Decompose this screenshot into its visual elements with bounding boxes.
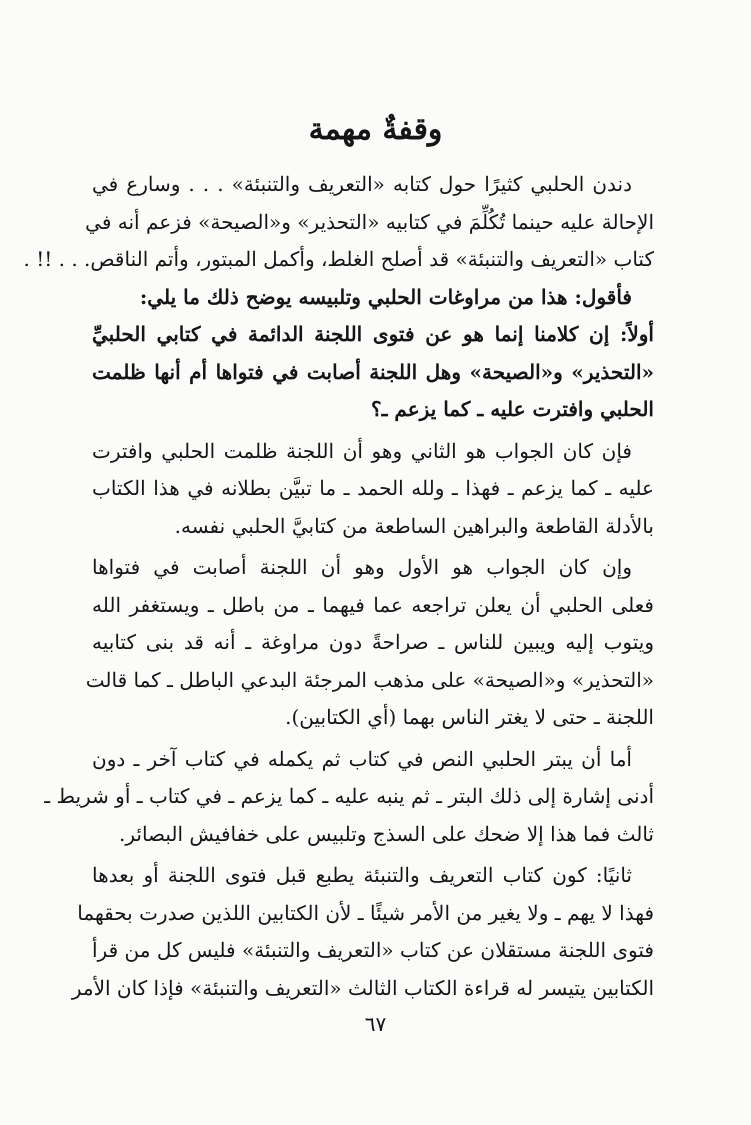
text-line: فعلى الحلبي أن يعلن تراجعه عما فيهما ـ من باطل ـ ويستغفر الله [92, 592, 654, 617]
text-line: الكتابين يتيسر له قراءة الكتاب الثالث «التعريف والتنبئة» فإذا كان الأمر [71, 975, 654, 1000]
text-line: فإن كان الجواب هو الثاني وهو أن اللجنة ظلمت الحلبي وافترت [92, 438, 632, 463]
text-line: فأقول: هذا من مراوغات الحلبي وتلبيسه يوضح ذلك ما يلي: [139, 284, 632, 309]
text-line: أدنى إشارة إلى ذلك البتر ـ ثم ينبه عليه ـ كما يزعم ـ في كتاب ـ أو شريط ـ [44, 784, 654, 808]
text-line: بالأدلة القاطعة والبراهين الساطعة من كتابيَّ الحلبي نفسه. [174, 513, 654, 538]
text-line: عليه ـ كما يزعم ـ فهذا ـ ولله الحمد ـ ما تبيَّن بطلانه في هذا الكتاب [92, 476, 654, 500]
text-line: دندن الحلبي كثيرًا حول كتابه «التعريف والتنبئة» . . . وسارع في [92, 172, 632, 196]
text-line: الحلبي وافترت عليه ـ كما يزعم ـ؟ [370, 397, 654, 421]
body-text [23, 166, 654, 1007]
text-line: فتوى اللجنة مستقلان عن كتاب «التعريف والتنبئة» فليس كل من قرأ [92, 938, 654, 962]
text-line: أولاً: إن كلامنا إنما هو عن فتوى اللجنة الدائمة في كتابي الحلبيِّ [92, 322, 654, 346]
page-title: وقفةٌ مهمة [308, 112, 443, 147]
text-line: أما أن يبتر الحلبي النص في كتاب ثم يكمله في كتاب آخر ـ دون [92, 746, 632, 771]
text-line: ثالث فما هذا إلا ضحك على السذج وتلبيس على خفافيش البصائر. [118, 821, 654, 846]
text-line: كتاب «التعريف والتنبئة» قد أصلح الغلط، وأكمل المبتور، وأتم الناقص. . . !! . [23, 247, 654, 271]
page-number: ٦٧ [364, 1012, 387, 1036]
text-line: الإحالة عليه حينما تُكُلِّمَ في كتابيه «التحذير» و«الصيحة» فزعم أنه في [85, 209, 654, 234]
text-line: فهذا لا يهم ـ ولا يغير من الأمر شيئًا ـ لأن الكتابين اللذين صدرت بحقهما [77, 900, 654, 925]
text-line: ويتوب إليه ويبين للناس ـ صراحةً دون مراوغة ـ أنه قد بنى كتابيه [92, 630, 654, 654]
text-line: ثانيًا: كون كتاب التعريف والتنبئة يطبع قبل فتوى اللجنة أو بعدها [92, 863, 632, 887]
text-line: «التحذير» و«الصيحة» على مذهب المرجئة البدعي الباطل ـ كما قالت [85, 667, 654, 692]
text-line: «التحذير» و«الصيحة» وهل اللجنة أصابت في فتواها أم أنها ظلمت [92, 359, 654, 384]
text-line: وإن كان الجواب هو الأول وهو أن اللجنة أصابت في فتواها [92, 555, 632, 579]
text-line: اللجنة ـ حتى لا يغتر الناس بهما (أي الكتابين). [285, 705, 654, 729]
